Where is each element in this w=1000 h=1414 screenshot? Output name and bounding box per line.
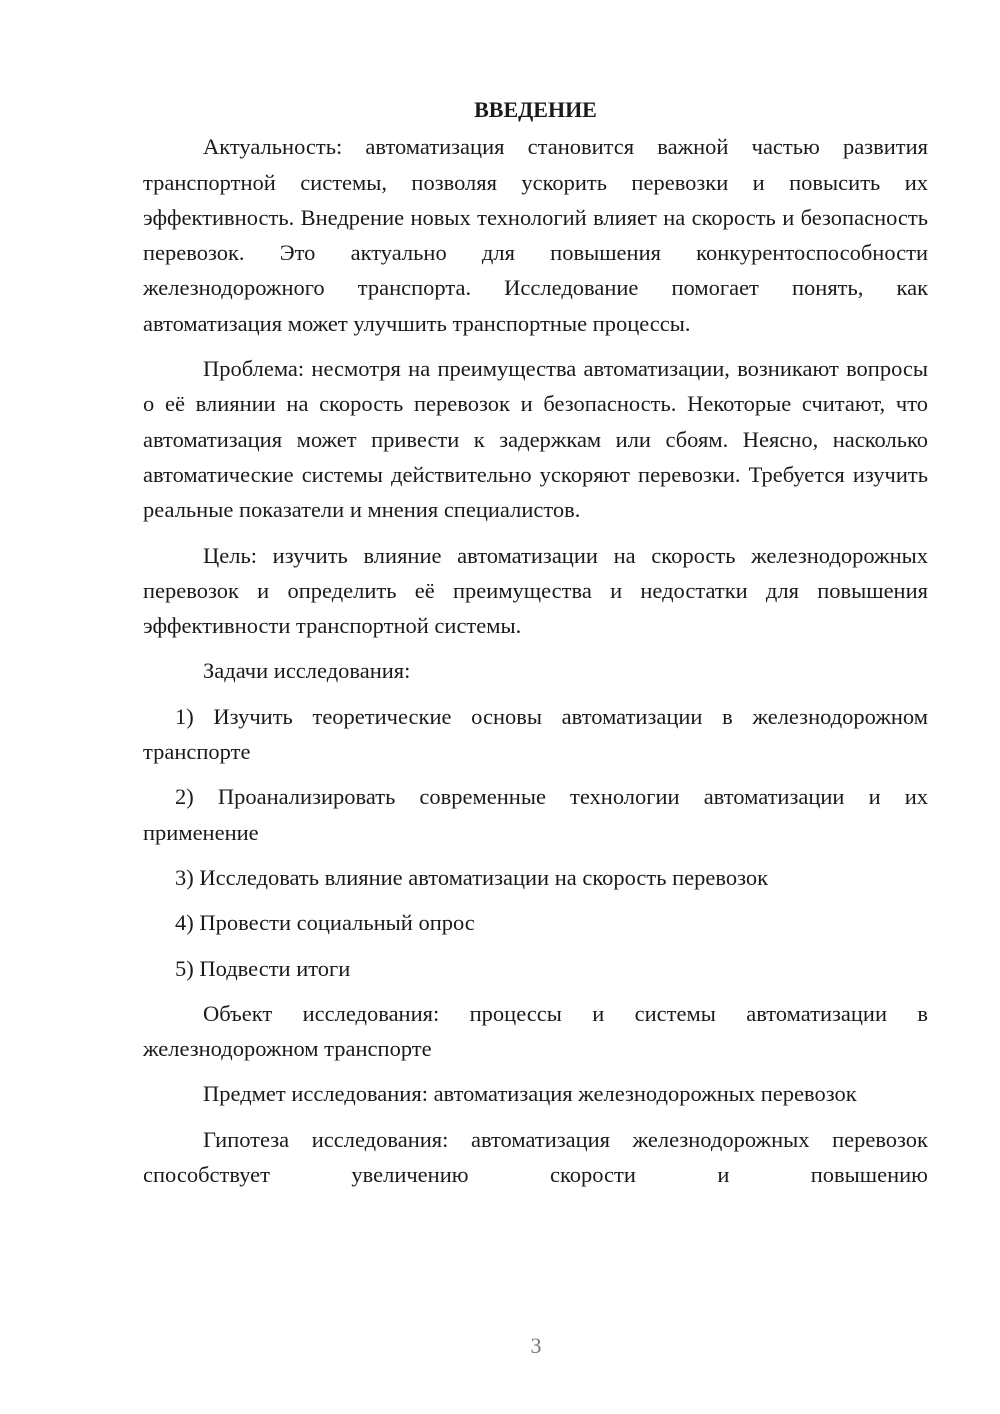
paragraph-subject: Предмет исследования: автоматизация железнодорожных перевозок bbox=[203, 1081, 857, 1107]
paragraph-object: Объект исследования: процессы и системы автоматизации в железнодорожном транспорте bbox=[143, 1000, 928, 1062]
task-item: 4) Провести социальный опрос bbox=[175, 910, 475, 936]
page-number: 3 bbox=[530, 1333, 542, 1358]
task-item: 3) Исследовать влияние автоматизации на скорость перевозок bbox=[175, 864, 769, 890]
task-item: 1) Изучить теоретические основы автоматизации в железнодорожном транспорте bbox=[143, 703, 928, 765]
paragraph-problem: Проблема: несмотря на преимущества автоматизации, возникают вопросы о её влиянии на скорость перевозок и безопасность. Некоторые считают, что автоматизация может привести к задержкам или сбоям. Неясно, насколько автоматические системы действительно ускоряют перевозки. Требуется изучить реальные показатели и мнения специалистов. bbox=[143, 356, 928, 523]
tasks-heading: Задачи исследования: bbox=[203, 658, 411, 684]
paragraph-relevance: Актуальность: автоматизация становится важной частью развития транспортной системы, позволяя ускорить перевозки и повысить их эффективность. Внедрение новых технологий влияет на скорость и безопасность перевозок. Это актуально для повышения конкурентоспособности железнодорожного транспорта. Исследование помогает понять, как автоматизация может улучшить транспортные процессы. bbox=[143, 134, 928, 336]
task-item: 2) Проанализировать современные технологии автоматизации и их применение bbox=[143, 784, 928, 845]
paragraph-goal: Цель: изучить влияние автоматизации на скорость железнодорожных перевозок и определить её преимущества и недостатки для повышения эффективности транспортной системы. bbox=[143, 542, 928, 639]
paragraph-hypothesis: Гипотеза исследования: автоматизация железнодорожных перевозок способствует увеличению скорости и повышению bbox=[143, 1126, 928, 1188]
page-title: ВВЕДЕНИЕ bbox=[474, 97, 597, 122]
page-content bbox=[143, 92, 928, 1192]
task-item: 5) Подвести итоги bbox=[175, 955, 351, 981]
